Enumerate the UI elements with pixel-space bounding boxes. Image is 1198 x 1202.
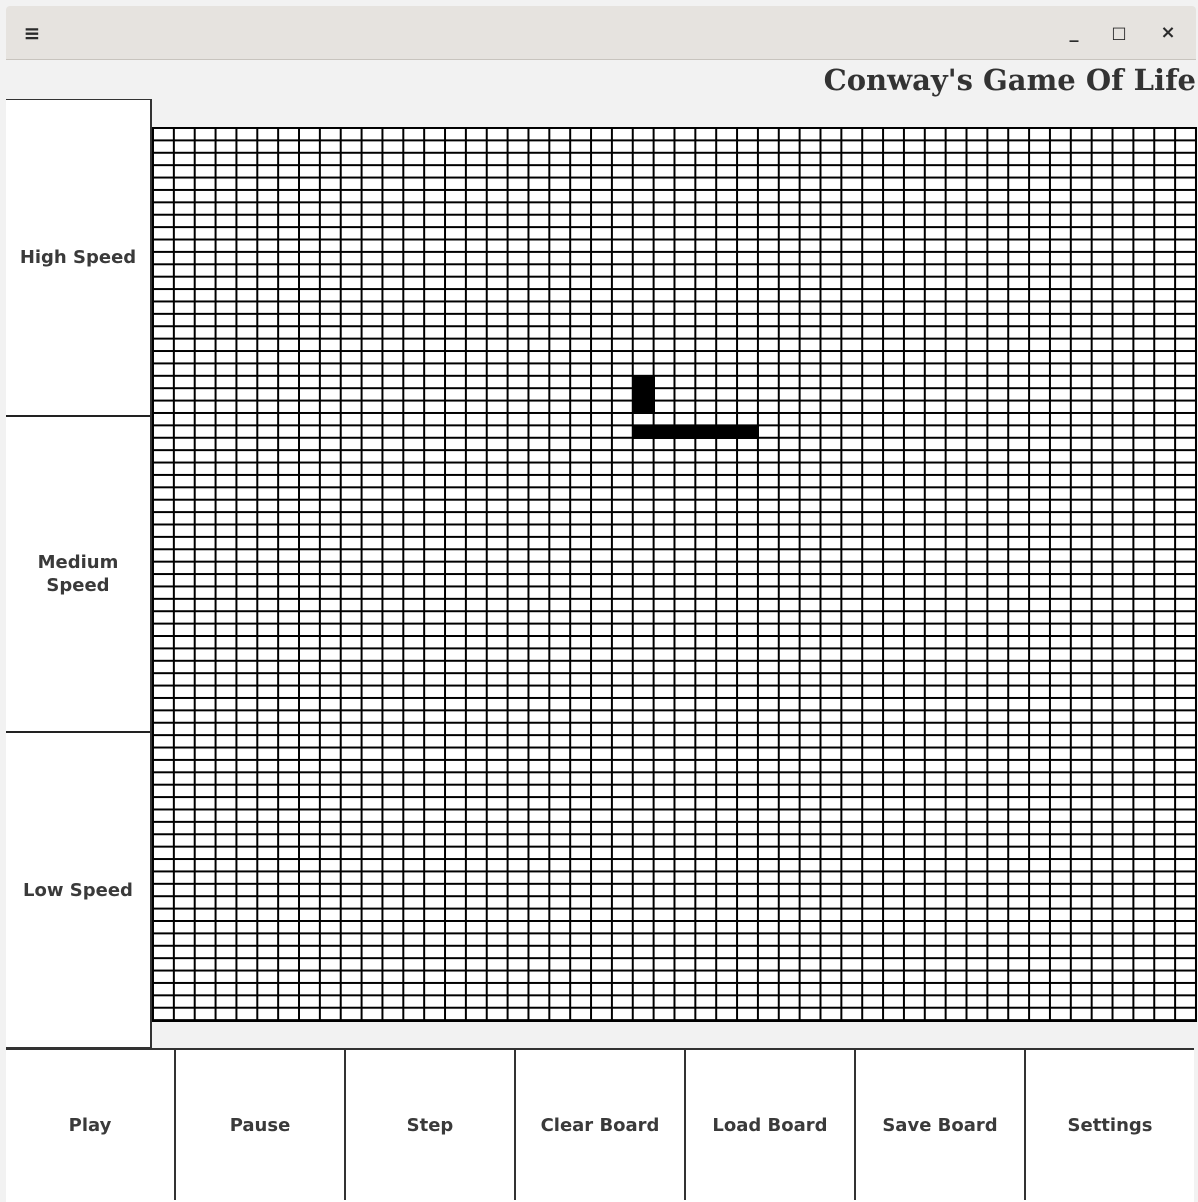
live-cell[interactable] xyxy=(674,425,697,439)
high-speed-label: High Speed xyxy=(19,247,137,268)
live-cell[interactable] xyxy=(632,425,655,439)
window-titlebar xyxy=(6,6,1196,60)
speed-panel xyxy=(6,99,152,1048)
high-speed-button[interactable] xyxy=(6,100,150,417)
medium-speed-button[interactable] xyxy=(6,417,150,733)
low-speed-label: Low Speed xyxy=(23,879,133,901)
pause-button[interactable]: Pause xyxy=(176,1050,346,1200)
live-cell[interactable] xyxy=(632,400,655,414)
live-cell[interactable] xyxy=(715,425,738,439)
live-cell[interactable] xyxy=(694,425,717,439)
maximize-icon[interactable]: □ xyxy=(1111,23,1127,42)
save-board-button[interactable]: Save Board xyxy=(856,1050,1026,1200)
play-button[interactable]: Play xyxy=(6,1050,176,1200)
settings-button[interactable]: Settings xyxy=(1026,1050,1194,1200)
minimize-icon[interactable]: _ xyxy=(1069,22,1079,43)
hamburger-menu-icon[interactable]: ≡ xyxy=(23,20,41,45)
app-title: Conway's Game Of Life xyxy=(823,63,1196,97)
live-cell[interactable] xyxy=(736,425,759,439)
load-board-button[interactable]: Load Board xyxy=(686,1050,856,1200)
game-board-grid[interactable] xyxy=(152,127,1197,1022)
control-bar xyxy=(6,1048,1194,1202)
medium-speed-label: Medium Speed xyxy=(37,552,119,596)
live-cell[interactable] xyxy=(653,425,676,439)
low-speed-button[interactable] xyxy=(6,733,150,1047)
step-button[interactable]: Step xyxy=(346,1050,516,1200)
close-icon[interactable]: × xyxy=(1160,22,1176,43)
clear-board-button[interactable]: Clear Board xyxy=(516,1050,686,1200)
